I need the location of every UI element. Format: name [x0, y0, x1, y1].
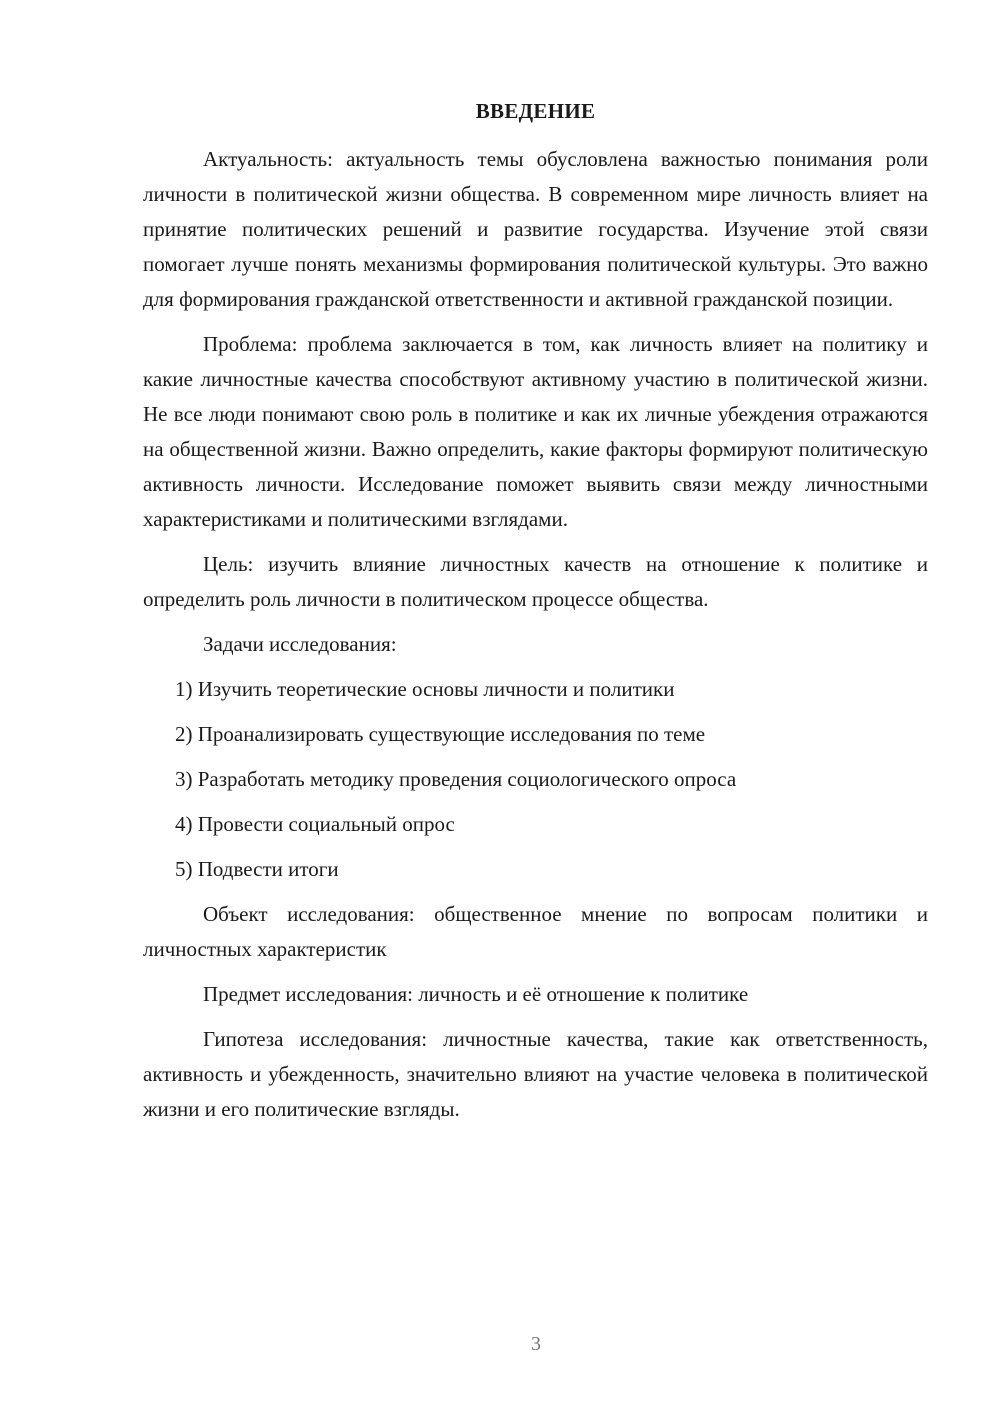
page-number: 3	[531, 1333, 541, 1355]
list-item-task-2: 2) Проанализировать существующие исследования по теме	[175, 722, 706, 746]
paragraph-object: Объект исследования: общественное мнение по вопросам политики и личностных характеристик	[143, 902, 928, 961]
paragraph-relevance: Актуальность: актуальность темы обусловлена важностью понимания роли личности в политической жизни общества. В современном мире личность влияет на принятие политических решений и развитие государства. Изучение этой связи помогает лучше понять механизмы формирования политической культуры. Это важно для формирования гражданской ответственности и активной гражданской позиции.	[143, 147, 928, 311]
tasks-heading: Задачи исследования:	[203, 632, 397, 656]
list-item-task-4: 4) Провести социальный опрос	[175, 812, 455, 836]
list-item-task-1: 1) Изучить теоретические основы личности и политики	[175, 677, 675, 701]
list-item-task-3: 3) Разработать методику проведения социологического опроса	[175, 767, 737, 791]
list-item-task-5: 5) Подвести итоги	[175, 857, 339, 881]
paragraph-hypothesis: Гипотеза исследования: личностные качества, такие как ответственность, активность и убежденность, значительно влияют на участие человека в политической жизни и его политические взгляды.	[143, 1027, 928, 1121]
paragraph-subject: Предмет исследования: личность и её отношение к политике	[203, 982, 749, 1006]
tasks-list	[143, 672, 928, 887]
page-content	[143, 95, 928, 1137]
section-title: ВВЕДЕНИЕ	[475, 99, 596, 123]
paragraph-problem: Проблема: проблема заключается в том, как личность влияет на политику и какие личностные качества способствуют активному участию в политической жизни. Не все люди понимают свою роль в политике и как их личные убеждения отражаются на общественной жизни. Важно определить, какие факторы формируют политическую активность личности. Исследование поможет выявить связи между личностными характеристиками и политическими взглядами.	[143, 332, 928, 531]
paragraph-goal: Цель: изучить влияние личностных качеств на отношение к политике и определить роль личности в политическом процессе общества.	[143, 552, 928, 611]
